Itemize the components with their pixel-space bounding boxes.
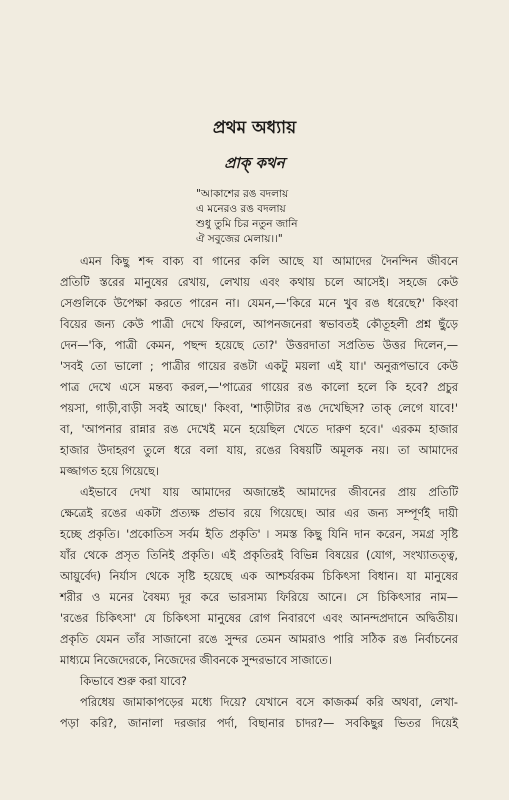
body-line: পয়সা, গাড়ী,বাড়ী সবই আছে।' কিংবা, 'শাড়ীটার রঙ দেখেছিস? তাক্‌ লেগে যাবে!'	[60, 402, 458, 415]
body-line: সেগুলিকে উপেক্ষা করতে পারেন না। যেমন,—'কিরে মনে খুব রঙ ধরেছে?' কিংবা	[60, 297, 458, 310]
epigraph-poem	[196, 187, 298, 247]
chapter-title: প্রথম অধ্যায়	[212, 118, 297, 138]
body-line: শরীর ও মনের বৈষম্য দূর করে ভারসাম্য ফিরিয়ে আনে। সে চিকিৎসার নাম—	[60, 591, 458, 604]
body-line: পাত্র দেখে এসে মন্তব্য করল,—'পাত্রের গায়ের রঙ কালো হলে কি হবে? প্রচুর	[60, 381, 458, 394]
body-line: পড়া করি?, জানালা দরজার পর্দা, বিছানার চাদর?— সবকিছুর ভিতর দিয়েই	[60, 717, 458, 730]
body-line: এমন কিছু শব্দ বাক্য বা গানের কলি আছে যা আমাদের দৈনন্দিন জীবনে	[80, 255, 458, 268]
body-line: ক্ষেত্রেই রঙের একটা প্রত্যক্ষ প্রভাব রয়ে গিয়েছে। আর এর জন্য সম্পূর্ণই দায়ী	[60, 507, 458, 520]
body-text	[60, 251, 458, 734]
body-line: প্রতিটি স্তরের মানুষের রেখায়, লেখায় এবং কথায় চলে আসেই। সহজে কেউ	[60, 276, 458, 289]
body-line: বা, 'আপনার রান্নার রঙ দেখেই মনে হয়েছিল খেতে দারুণ হবে।' এরকম হাজার	[60, 423, 458, 436]
poem-line: এ মনেরও রঙ বদলায়	[196, 203, 286, 215]
body-line: দেন—'কি, পাত্রী কেমন, পছন্দ হয়েছে তো?' উত্তরদাতা সপ্রতিভ উত্তর দিলেন,—	[60, 339, 458, 352]
body-line: এইভাবে দেখা যায় আমাদের অজান্তেই আমাদের জীবনের প্রায় প্রতিটি	[80, 486, 458, 499]
body-line: বিয়ের জন্য কেউ পাত্রী দেখে ফিরলে, আপনজনেরা স্বভাবতই কৌতূহলী প্রশ্ন ছুঁড়ে	[60, 318, 458, 331]
body-line: আয়ুর্বেদ) নির্যাস থেকে সৃষ্টি হয়েছে এক আশ্চর্যরকম চিকিৎসা বিধান। যা মানুষের	[60, 570, 458, 583]
body-line: 'রঙের চিকিৎসা' যে চিকিৎসা মানুষের রোগ নিবারণে এবং আনন্দপ্রদানে অদ্বিতীয়।	[60, 612, 458, 625]
body-line: কিভাবে শুরু করা যাবে?	[80, 675, 187, 688]
body-line: যাঁর থেকে প্রসৃত তিনিই প্রকৃতি। এই প্রকৃতিরই বিভিন্ন বিষয়ের (যোগ, সংখ্যাতত্ত্ব,	[60, 549, 458, 562]
body-line: মজ্জাগত হয়ে গিয়েছে।	[60, 465, 159, 478]
body-line: হচ্ছে প্রকৃতি। 'প্রকোতিস সর্বম ইতি প্রকৃতি' ৷ সমস্ত কিছু যিনি দান করেন, সমগ্র সৃষ্টি	[60, 528, 458, 541]
body-line: মাধ্যমে নিজেদেরকে, নিজেদের জীবনকে সুন্দরভাবে সাজাতে।	[60, 654, 332, 667]
poem-line: ঐ সবুজের মেলায়।।"	[196, 233, 283, 245]
body-line: 'সবই তো ভালো ; পাত্রীর গায়ের রঙটা একটু ময়লা এই যা।' অনুরূপভাবে কেউ	[60, 360, 458, 373]
poem-line: শুধু তুমি চির নতুন জানি	[196, 218, 298, 230]
body-line: পরিধেয় জামাকাপড়ের মধ্যে দিয়ে? যেখানে বসে কাজকর্ম করি অথবা, লেখা-	[80, 696, 458, 709]
section-heading: প্রাক্‌ কথন	[224, 154, 285, 172]
body-line: প্রকৃতি যেমন তাঁর সাজানো রঙে সুন্দর তেমন আমরাও পারি সঠিক রঙ নির্বাচনের	[60, 633, 458, 646]
poem-line: "আকাশের রঙ বদলায়	[196, 188, 289, 200]
body-line: হাজার উদাহরণ তুলে ধরে বলা যায়, রঙের বিষয়টি অমূলক নয়। তা আমাদের	[60, 444, 458, 457]
